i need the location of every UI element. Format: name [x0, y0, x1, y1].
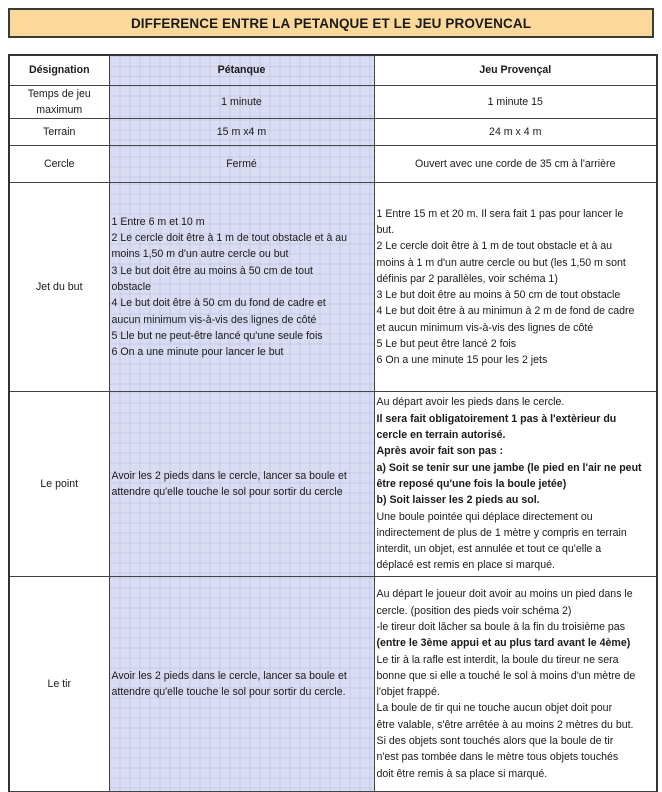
provencal-tir-line: Le tir à la rafle est interdit, la boule du tireur ne sera [376, 653, 619, 666]
header-jeu-provencal: Jeu Provençal [374, 55, 657, 85]
designation-le-tir: Le tir [9, 577, 109, 792]
provencal-point-line: b) Soit laisser les 2 pieds au sol. [376, 494, 540, 507]
provencal-terrain: 24 m x 4 m [374, 119, 657, 146]
provencal-jet-line: 4 Le but doit être à au minimun à 2 m de fond de cadre [376, 305, 635, 318]
provencal-tir-line: bonne que si elle a touché le sol à moins d'un mètre de [376, 669, 636, 682]
provencal-tir-line: l'objet frappé. [376, 686, 440, 699]
petanque-point-line: attendre qu'elle touche le sol pour sortir du cercle [111, 486, 343, 499]
provencal-jet-du-but [374, 183, 657, 392]
provencal-point-line: interdit, un objet, est annulée et tout ce qu'elle a [376, 543, 602, 556]
petanque-temps: 1 minute [109, 85, 374, 119]
row-jet-du-but [9, 183, 657, 392]
provencal-jet-line: 5 Le but peut être lancé 2 fois [376, 337, 517, 350]
petanque-jet-line: 4 Le but doit être à 50 cm du fond de cadre et [111, 297, 326, 310]
provencal-point-line: Au départ avoir les pieds dans le cercle. [376, 396, 565, 409]
petanque-jet-line: 1 Entre 6 m et 10 m [111, 215, 205, 228]
provencal-jet-line: 3 Le but doit être au moins à 50 cm de tout obstacle [376, 289, 621, 302]
provencal-jet-line: 1 Entre 15 m et 20 m. Il sera fait 1 pas pour lancer le [376, 207, 624, 220]
petanque-jet-line: aucun minimum vis-à-vis des lignes de côté [111, 313, 317, 326]
provencal-point-line: être reposé qu'une fois la boule jetée) [376, 477, 567, 490]
row-le-point [9, 392, 657, 577]
petanque-le-tir [109, 577, 374, 792]
provencal-tir-line: doit être remis à sa place si marqué. [376, 767, 548, 780]
provencal-point-line: déplacé est remis en place si marqué. [376, 559, 555, 572]
provencal-point-line: a) Soit se tenir sur une jambe (le pied en l'air ne peut [376, 461, 642, 474]
provencal-point-line: Après avoir fait son pas : [376, 445, 504, 458]
designation-jet-du-but: Jet du but [9, 183, 109, 392]
row-cercle [9, 146, 657, 183]
provencal-point-line: cercle en terrain autorisé. [376, 429, 506, 442]
provencal-le-tir [374, 577, 657, 792]
provencal-tir-line: n'est pas tombée dans le mètre tous objets touchés [376, 751, 619, 764]
provencal-tir-line: La boule de tir qui ne touche aucun objet doit pour [376, 702, 613, 715]
provencal-tir-line: cercle. (position des pieds voir schéma 2) [376, 604, 572, 617]
header-row [9, 55, 657, 85]
designation-terrain: Terrain [9, 119, 109, 146]
petanque-jet-line: 2 Le cercle doit être à 1 m de tout obstacle et à au [111, 232, 348, 245]
petanque-jet-du-but [109, 183, 374, 392]
designation-temps-l2: maximum [36, 103, 83, 116]
provencal-point-line: Il sera fait obligatoirement 1 pas à l'extèrieur du [376, 412, 617, 425]
designation-cercle: Cercle [9, 146, 109, 183]
provencal-tir-line: Si des objets sont touchés alors que la boule de tir [376, 734, 614, 747]
petanque-jet-line: 6 On a une minute pour lancer le but [111, 346, 284, 359]
header-petanque: Pétanque [109, 55, 374, 85]
petanque-jet-line: moins 1,50 m d'un autre cercle ou but [111, 248, 289, 261]
provencal-jet-line: 6 On a une minute 15 pour les 2 jets [376, 354, 548, 367]
provencal-jet-line: et aucun minimum vis-à-vis des lignes de côté [376, 321, 594, 334]
petanque-tir-line: attendre qu'elle touche le sol pour sortir du cercle. [111, 686, 346, 699]
provencal-jet-line: définis par 2 parallèles, voir schéma 1) [376, 272, 558, 285]
petanque-cercle: Fermé [109, 146, 374, 183]
row-terrain [9, 119, 657, 146]
petanque-jet-line: 3 Le but doit être au moins à 50 cm de tout [111, 264, 313, 277]
petanque-jet-line: 5 Lle but ne peut-être lancé qu'une seule fois [111, 329, 323, 342]
header-designation: Désignation [9, 55, 109, 85]
row-temps-de-jeu [9, 85, 657, 119]
petanque-jet-line: obstacle [111, 280, 151, 293]
designation-le-point: Le point [9, 392, 109, 577]
document-title: DIFFERENCE ENTRE LA PETANQUE ET LE JEU PROVENCAL [8, 8, 654, 38]
provencal-tir-line: (entre le 3ème appui et au plus tard avant le 4ème) [376, 637, 631, 650]
provencal-tir-line: -le tireur doit lâcher sa boule à la fin du troisième pas [376, 620, 625, 633]
provencal-point-line: indirectement de plus de 1 mètre y compris en terrain [376, 526, 627, 539]
comparison-table [8, 54, 658, 792]
petanque-le-point [109, 392, 374, 577]
petanque-tir-line: Avoir les 2 pieds dans le cercle, lancer sa boule et [111, 669, 347, 682]
provencal-jet-line: but. [376, 223, 395, 236]
provencal-tir-line: être valable, s'être arrêtée à au moins 2 mètres du but. [376, 718, 634, 731]
provencal-tir-line: Au départ le joueur doit avoir au moins un pied dans le [376, 588, 633, 601]
petanque-point-line: Avoir les 2 pieds dans le cercle, lancer sa boule et [111, 469, 347, 482]
designation-temps-l1: Temps de jeu [27, 87, 91, 100]
row-le-tir [9, 577, 657, 792]
provencal-cercle: Ouvert avec une corde de 35 cm à l'arrière [374, 146, 657, 183]
provencal-le-point [374, 392, 657, 577]
provencal-jet-line: moins à 1 m d'un autre cercle ou but (les 1,50 m sont [376, 256, 626, 269]
petanque-terrain: 15 m x4 m [109, 119, 374, 146]
provencal-point-line: Une boule pointée qui déplace directement ou [376, 510, 593, 523]
designation-temps [9, 85, 109, 119]
provencal-temps: 1 minute 15 [374, 85, 657, 119]
provencal-jet-line: 2 Le cercle doit être à 1 m de tout obstacle et à au [376, 240, 613, 253]
